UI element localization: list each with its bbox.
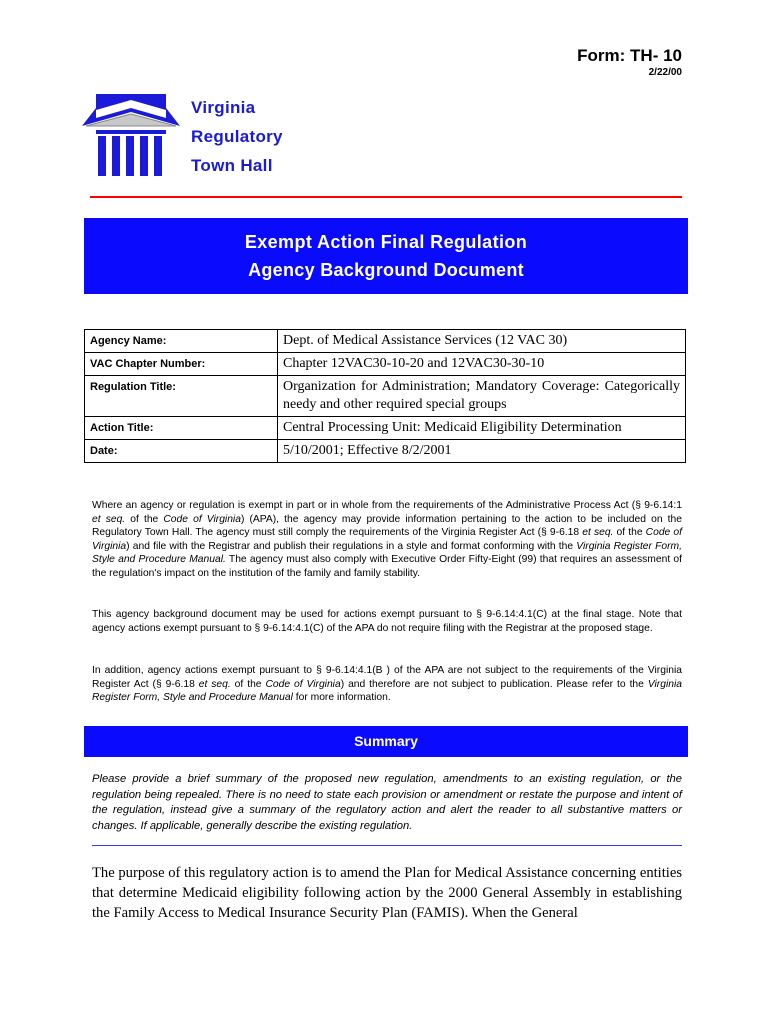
et-seq: et seq. [198,678,231,690]
banner-subtitle: Agency Background Document [248,260,524,280]
intro-text: for more information. [292,692,391,703]
agency-name-value: Dept. of Medical Assistance Services (12 VAC 30) [278,330,686,353]
date-label: Date: [85,440,278,463]
table-row [85,376,686,417]
code-of-virginia: Code of Virginia [92,527,682,552]
table-row [85,353,686,376]
intro-text: ) (APA), the agency may provide information pertaining to the action to be included on the Regulatory Town Hall. The agency must still comply the requirements of the Virginia Register Act (§ 9-6.18 [92,513,682,538]
regulation-title-value: Organization for Administration; Mandatory Coverage: Categorically needy and other required special groups [278,376,686,417]
intro-paragraph-2: This agency background document may be used for actions exempt pursuant to § 9-6.14:4.1(C) at the final stage. Note that agency actions exempt pursuant to § 9-6.14:4.1(C) of the APA do not require filing with the Registrar at the proposed stage. [92,609,682,634]
intro-text: Where an agency or regulation is exempt in part or in whole from the requirements of the Administrative Process Act (§ 9-6.14:1 [92,500,682,511]
table-row [85,440,686,463]
intro-text: ) and therefore are not subject to publication. Please refer to the [340,678,648,690]
regulation-title-label: Regulation Title: [85,376,278,417]
intro-text: The agency must also comply with Executive Order Fifty-Eight (99) that requires an assessment of the regulation's impact on the institution of the family and family stability. [92,554,683,579]
intro-text: of the [613,527,646,538]
table-row [85,330,686,353]
table-row [85,417,686,440]
intro-paragraph-3 [92,664,682,705]
et-seq: et seq. [582,527,614,538]
action-title-label: Action Title: [85,417,278,440]
intro-text: of the [230,678,266,690]
summary-body: The purpose of this regulatory action is to amend the Plan for Medical Assistance concerning entities that determine Medicaid eligibility following action by the 2000 General Assembly in establishing the Family Access to Medical Insurance Security Plan (FAMIS). When the General [92,865,682,921]
code-of-virginia: Code of Virginia [163,513,241,525]
summary-instructions: Please provide a brief summary of the proposed new regulation, amendments to an existing regulation, or the regulation being repealed. There is no need to state each provision or amendment or restate the purpose and intent of the regulation, instead give a summary of the regulatory action and alert the reader to all substantive matters or changes. If applicable, generally describe the existing regulation. [92,773,682,832]
intro-text: In addition, agency actions exempt pursuant to § 9-6.14:4.1(B ) of the APA are not subject to the requirements of the Virginia Register Act (§ 9-6.18 [92,665,682,690]
et-seq: et seq. [92,513,126,525]
summary-heading: Summary [84,726,688,757]
form-date: 2/22/00 [648,67,682,78]
code-of-virginia: Code of Virginia [265,678,341,690]
intro-text: of the [125,513,164,525]
banner-title: Exempt Action Final Regulation [244,232,528,252]
red-divider [90,196,682,198]
town-hall-logo-icon [82,94,180,178]
logo-line-town-hall: Town Hall [191,156,273,175]
blue-divider [92,845,682,846]
regulation-info-table [84,329,686,463]
register-manual: Virginia Register Form, Style and Procedure Manual [92,678,682,703]
agency-name-label: Agency Name: [85,330,278,353]
vac-chapter-value: Chapter 12VAC30-10-20 and 12VAC30-30-10 [278,353,686,376]
date-value: 5/10/2001; Effective 8/2/2001 [278,440,686,463]
form-number: Form: TH- 10 [577,46,682,65]
logo-line-regulatory: Regulatory [191,127,283,146]
title-banner [84,218,688,294]
intro-paragraph-1 [92,499,682,580]
register-manual: Virginia Register Form, Style and Procedure Manual. [92,540,682,565]
vac-chapter-label: VAC Chapter Number: [85,353,278,376]
logo-line-virginia: Virginia [191,98,256,117]
intro-text: ) and file with the Registrar and publish their regulations in a style and format conforming with the [126,540,577,552]
action-title-value: Central Processing Unit: Medicaid Eligibility Determination [278,417,686,440]
